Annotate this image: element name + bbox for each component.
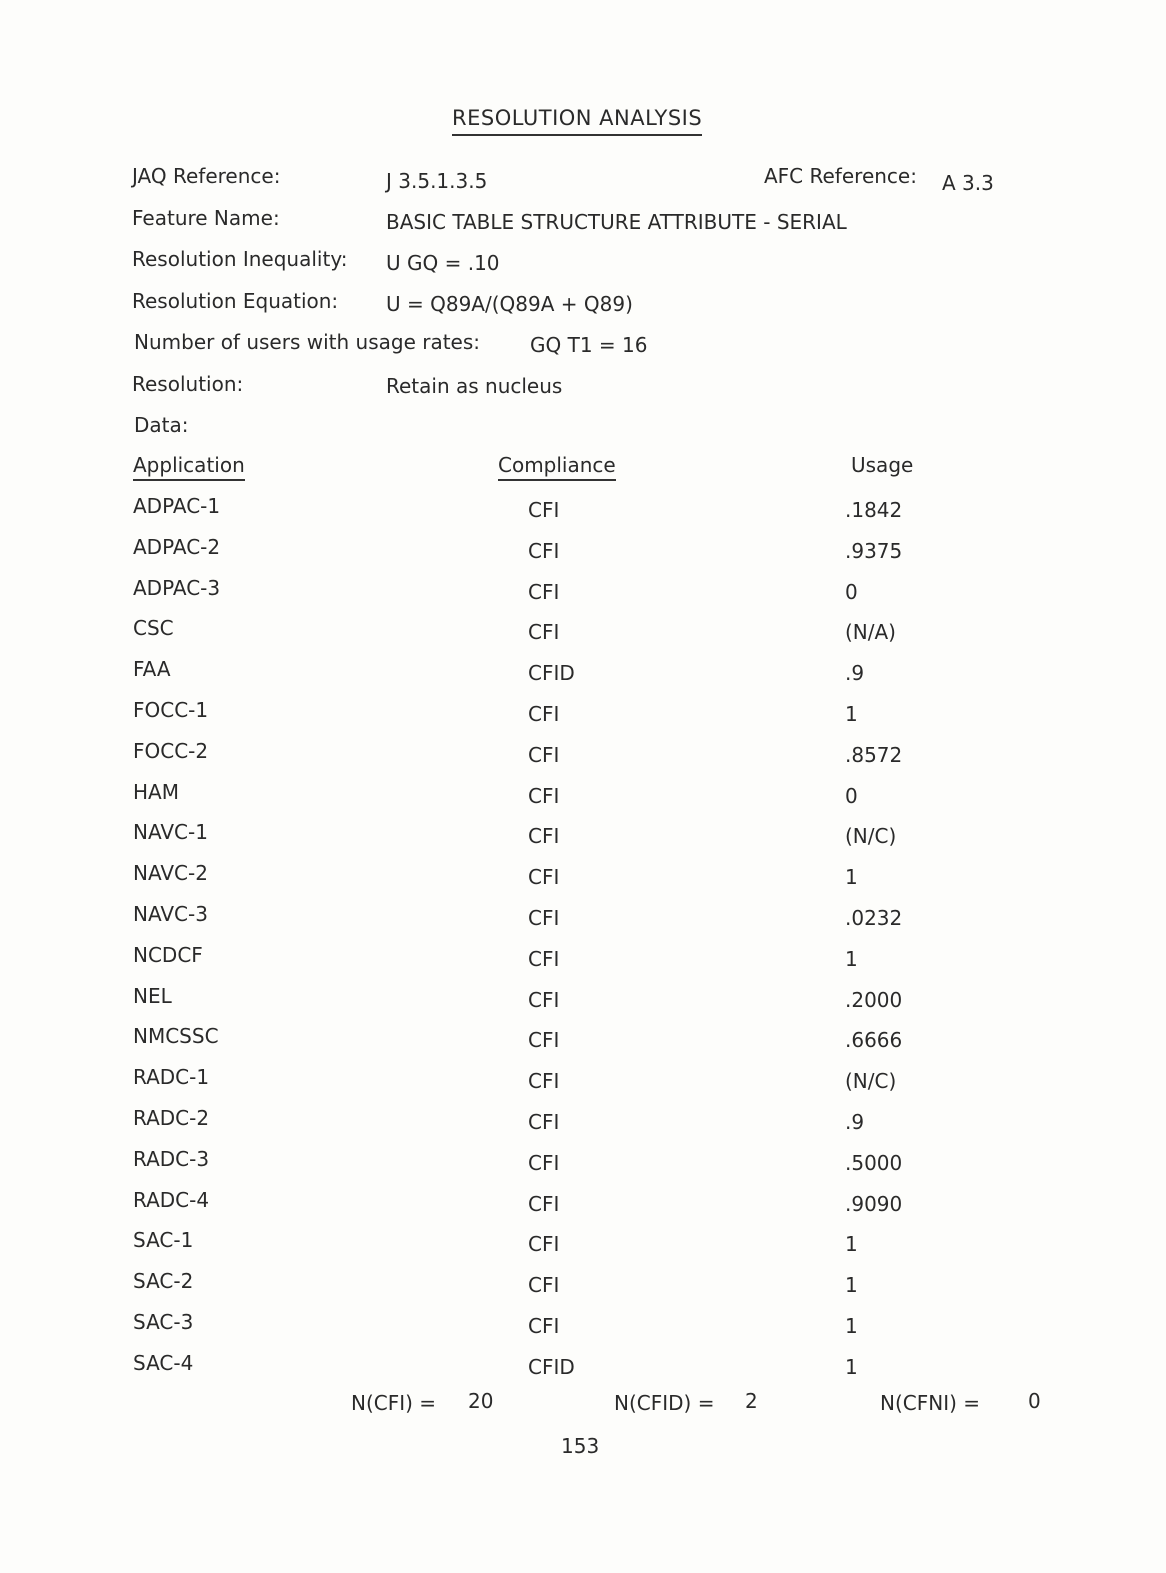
resolution-value: Retain as nucleus bbox=[386, 374, 563, 398]
application-cell: SAC-4 bbox=[133, 1351, 194, 1375]
table-row bbox=[0, 494, 1166, 535]
application-cell: ADPAC-3 bbox=[133, 576, 221, 600]
table-row bbox=[0, 698, 1166, 739]
application-cell: ADPAC-2 bbox=[133, 535, 221, 559]
compliance-cell: CFI bbox=[528, 620, 560, 644]
compliance-cell: CFI bbox=[528, 988, 560, 1012]
usage-cell: 1 bbox=[845, 702, 858, 726]
table-row bbox=[0, 820, 1166, 861]
usage-cell: .5000 bbox=[845, 1151, 903, 1175]
table-row bbox=[0, 739, 1166, 780]
compliance-cell: CFI bbox=[528, 824, 560, 848]
application-cell: FAA bbox=[133, 657, 171, 681]
usage-cell: (N/A) bbox=[845, 620, 896, 644]
page-number: 153 bbox=[561, 1434, 600, 1458]
application-cell: NAVC-3 bbox=[133, 902, 208, 926]
header-usage: Usage bbox=[851, 453, 914, 477]
usage-cell: 1 bbox=[845, 1273, 858, 1297]
application-cell: FOCC-2 bbox=[133, 739, 209, 763]
application-cell: RADC-2 bbox=[133, 1106, 210, 1130]
jaq-reference-label: JAQ Reference: bbox=[132, 164, 281, 188]
cfid-total-label: N(CFID) = bbox=[614, 1391, 715, 1415]
table-row bbox=[0, 1310, 1166, 1351]
compliance-cell: CFI bbox=[528, 947, 560, 971]
compliance-cell: CFID bbox=[528, 661, 575, 685]
table-row bbox=[0, 657, 1166, 698]
compliance-cell: CFI bbox=[528, 1192, 560, 1216]
jaq-reference-value: J 3.5.1.3.5 bbox=[386, 169, 488, 193]
cfi-total-value: 20 bbox=[468, 1389, 494, 1413]
application-cell: NEL bbox=[133, 984, 172, 1008]
table-row bbox=[0, 576, 1166, 617]
compliance-cell: CFI bbox=[528, 539, 560, 563]
compliance-cell: CFI bbox=[528, 1314, 560, 1338]
table-row bbox=[0, 984, 1166, 1025]
compliance-cell: CFI bbox=[528, 702, 560, 726]
afc-reference-value: A 3.3 bbox=[942, 171, 994, 195]
cfi-total-label: N(CFI) = bbox=[351, 1391, 437, 1415]
cfni-total-value: 0 bbox=[1028, 1389, 1041, 1413]
compliance-cell: CFI bbox=[528, 1232, 560, 1256]
compliance-cell: CFI bbox=[528, 1273, 560, 1297]
compliance-cell: CFI bbox=[528, 743, 560, 767]
compliance-cell: CFID bbox=[528, 1355, 575, 1379]
compliance-cell: CFI bbox=[528, 1110, 560, 1134]
application-cell: NCDCF bbox=[133, 943, 203, 967]
compliance-cell: CFI bbox=[528, 1028, 560, 1052]
usage-cell: .6666 bbox=[845, 1028, 903, 1052]
usage-cell: (N/C) bbox=[845, 824, 897, 848]
page-title: RESOLUTION ANALYSIS bbox=[452, 106, 702, 136]
usage-cell: 0 bbox=[845, 580, 858, 604]
table-row bbox=[0, 780, 1166, 821]
feature-name-value: BASIC TABLE STRUCTURE ATTRIBUTE - SERIAL bbox=[386, 210, 847, 234]
table-row bbox=[0, 1188, 1166, 1229]
table-row bbox=[0, 861, 1166, 902]
usage-cell: .9 bbox=[845, 661, 865, 685]
usage-cell: 1 bbox=[845, 1232, 858, 1256]
table-row bbox=[0, 535, 1166, 576]
application-cell: ADPAC-1 bbox=[133, 494, 221, 518]
cfni-total-label: N(CFNI) = bbox=[880, 1391, 981, 1415]
table-row bbox=[0, 1351, 1166, 1392]
resolution-inequality-value: U GQ = .10 bbox=[386, 251, 500, 275]
usage-cell: .9375 bbox=[845, 539, 903, 563]
application-cell: RADC-4 bbox=[133, 1188, 210, 1212]
compliance-cell: CFI bbox=[528, 784, 560, 808]
application-cell: NMCSSC bbox=[133, 1024, 219, 1048]
usage-cell: .1842 bbox=[845, 498, 903, 522]
application-cell: CSC bbox=[133, 616, 174, 640]
compliance-cell: CFI bbox=[528, 1069, 560, 1093]
afc-reference-label: AFC Reference: bbox=[764, 164, 917, 188]
application-cell: SAC-3 bbox=[133, 1310, 194, 1334]
usage-cell: 1 bbox=[845, 865, 858, 889]
application-cell: RADC-1 bbox=[133, 1065, 210, 1089]
usage-cell: .8572 bbox=[845, 743, 903, 767]
usage-cell: 1 bbox=[845, 1355, 858, 1379]
header-compliance: Compliance bbox=[498, 453, 616, 481]
table-row bbox=[0, 1269, 1166, 1310]
usage-cell: .9 bbox=[845, 1110, 865, 1134]
usage-cell: (N/C) bbox=[845, 1069, 897, 1093]
application-cell: SAC-2 bbox=[133, 1269, 194, 1293]
compliance-cell: CFI bbox=[528, 1151, 560, 1175]
table-row bbox=[0, 943, 1166, 984]
table-row bbox=[0, 1065, 1166, 1106]
resolution-inequality-label: Resolution Inequality: bbox=[132, 247, 348, 271]
compliance-cell: CFI bbox=[528, 580, 560, 604]
resolution-label: Resolution: bbox=[132, 372, 244, 396]
usage-cell: .2000 bbox=[845, 988, 903, 1012]
usage-cell: .0232 bbox=[845, 906, 903, 930]
table-row bbox=[0, 1147, 1166, 1188]
compliance-cell: CFI bbox=[528, 498, 560, 522]
compliance-cell: CFI bbox=[528, 906, 560, 930]
feature-name-label: Feature Name: bbox=[132, 206, 280, 230]
header-application: Application bbox=[133, 453, 245, 481]
application-cell: FOCC-1 bbox=[133, 698, 209, 722]
users-value: GQ T1 = 16 bbox=[530, 333, 648, 357]
application-cell: HAM bbox=[133, 780, 179, 804]
users-label: Number of users with usage rates: bbox=[134, 330, 481, 354]
table-row bbox=[0, 902, 1166, 943]
usage-cell: .9090 bbox=[845, 1192, 903, 1216]
table-row bbox=[0, 1106, 1166, 1147]
data-label: Data: bbox=[134, 413, 189, 437]
cfid-total-value: 2 bbox=[745, 1389, 758, 1413]
resolution-equation-value: U = Q89A/(Q89A + Q89) bbox=[386, 292, 633, 316]
application-cell: SAC-1 bbox=[133, 1228, 194, 1252]
application-cell: RADC-3 bbox=[133, 1147, 210, 1171]
usage-cell: 1 bbox=[845, 947, 858, 971]
compliance-cell: CFI bbox=[528, 865, 560, 889]
application-cell: NAVC-2 bbox=[133, 861, 208, 885]
resolution-equation-label: Resolution Equation: bbox=[132, 289, 339, 313]
usage-cell: 1 bbox=[845, 1314, 858, 1338]
usage-cell: 0 bbox=[845, 784, 858, 808]
table-row bbox=[0, 1024, 1166, 1065]
table-row bbox=[0, 616, 1166, 657]
table-row bbox=[0, 1228, 1166, 1269]
application-cell: NAVC-1 bbox=[133, 820, 208, 844]
